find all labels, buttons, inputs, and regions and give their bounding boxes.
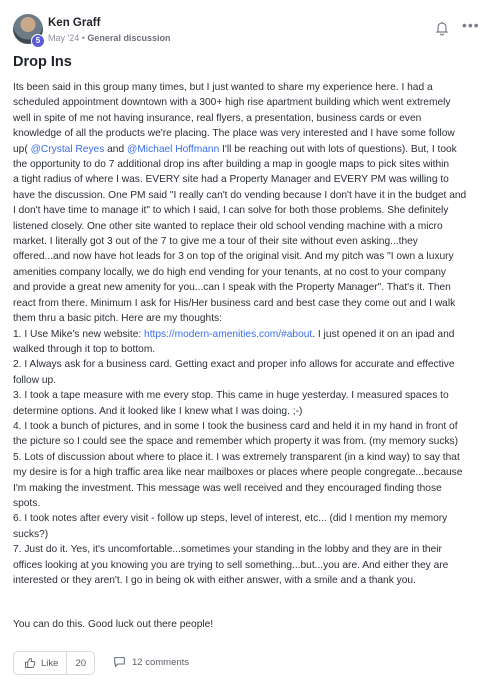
mention-michael-hoffmann[interactable]: @Michael Hoffmann [126, 143, 220, 155]
body-line: and provide a great new amenity for you...can I speak with the Property Manager". That's it. Then [13, 282, 451, 294]
body-line: walked through it top to bottom. [13, 343, 156, 355]
body-line: interested or they aren't. I go in being ok with either answer, with a smile and a thank you. [13, 575, 416, 586]
body-line: spots. [13, 497, 41, 509]
mention-prefix: up( [13, 143, 31, 155]
body-line: Its been said in this group many times, but I just wanted to share my experience here. I had a [13, 82, 433, 93]
like-count[interactable]: 20 [75, 657, 87, 669]
body-line: amenities company locally, we do high end vending for your tenants, at no cost to your company [13, 266, 447, 278]
post-meta [48, 33, 170, 43]
body-line: 7. Just do it. Yes, it's uncomfortable...sometimes your standing in the lobby and they are in their [13, 544, 442, 556]
body-line: knowledge of all the products we're placing. The place was very interested and I have some follow [13, 128, 455, 140]
body-line: them thru a basic pitch. Here are my thoughts: [13, 313, 222, 325]
body-line: the opportunity to do 7 additional drop ins after building a map in google maps to pick sites within [13, 159, 450, 171]
post-category[interactable]: General discussion [87, 33, 171, 43]
author-name[interactable]: Ken Graff [48, 17, 101, 29]
body-line: offered...and now have hot leads for 3 on top of the original visit. And my pitch was "I own a luxury [13, 251, 454, 263]
body-line: have the discussion. One PM said "I really can't do vending because I don't have it in the budget and [13, 189, 467, 201]
like-label: Like [41, 657, 59, 669]
mention-and: and [104, 143, 127, 155]
body-line [13, 327, 483, 342]
comment-icon [113, 656, 126, 668]
body-line: my desire is for a high traffic area like near mailboxes or places where people congregate...because [13, 467, 463, 479]
more-icon[interactable]: ••• [462, 17, 480, 33]
comments-link[interactable] [113, 656, 189, 668]
post-body [13, 80, 483, 588]
body-line: a tight radius of where I was. EVERY site had a Property Manager and EVERY PM was willing to [13, 174, 449, 186]
body-line: well in spite of me not having insurance, real flyers, a presentation, business cards or even [13, 112, 422, 124]
body-line: offices looking at you knowing you are trying to sell something...but...you are. And either they are [13, 559, 449, 571]
link-suffix: . I just opened it on an ipad and [312, 328, 455, 340]
body-line: I'm making the investment. This message was well received and they encouraged finding those [13, 482, 442, 494]
website-link[interactable]: https://modern-amenities.com/#about [144, 328, 313, 340]
body-line: the picture so I could see the space and remember which property it was from. (my memory sucks) [13, 436, 459, 448]
meta-separator: • [81, 33, 85, 43]
body-line: 4. I took a bunch of pictures, and in some I took the business card and held it in my hand in front of [13, 420, 458, 432]
body-line: determine options. And it looked like I knew what I was doing. ;-) [13, 405, 303, 417]
thumbs-up-icon [24, 657, 36, 669]
body-line: follow up. [13, 374, 57, 386]
level-badge: 5 [31, 34, 45, 48]
post-header [13, 14, 488, 48]
like-inner[interactable] [14, 652, 67, 674]
body-line: react from there. Minimum I ask for His/Her business card and best case they come out and I walk [13, 297, 456, 309]
body-line: 6. I took notes after every visit - follow up steps, level of interest, etc... (did I mention my memory [13, 513, 448, 525]
body-line: I don't have time to manage it" to which I said, I can solve for both those problems. She definitely [13, 205, 449, 217]
body-line: sucks?) [13, 528, 49, 540]
body-line: scheduled appointment downtown with a 300+ high rise apartment building which went extremely [13, 97, 451, 109]
body-line: listened closely. One other site wanted to replace their old school vending machine with a micro [13, 220, 443, 232]
body-line: 2. I Always ask for a business card. Getting exact and proper info allows for accurate and effective [13, 359, 455, 371]
post-date: May '24 [48, 33, 80, 43]
body-line: market. I literally got 3 out of the 7 to give me a tour of their site without even asking...they [13, 236, 418, 248]
comments-count: 12 comments [132, 656, 190, 668]
link-prefix: 1. I Use Mike's new website: [13, 328, 145, 340]
body-line [13, 142, 483, 157]
post-closing: You can do this. Good luck out there people! [13, 619, 214, 630]
body-line: 5. Lots of discussion about where to place it. I was extremely transparent (in a kind way) to say that [13, 451, 460, 463]
bell-off-icon[interactable] [434, 20, 450, 36]
post-footer [13, 651, 483, 677]
mention-suffix: I'll be reaching out with lots of questions). But, I took [219, 143, 457, 155]
mention-crystal-reyes[interactable]: @Crystal Reyes [30, 143, 105, 155]
like-button[interactable] [13, 651, 95, 675]
post-title: Drop Ins [13, 54, 72, 70]
body-line: 3. I took a tape measure with me every stop. This came in huge yesterday. I measured spaces to [13, 390, 449, 402]
